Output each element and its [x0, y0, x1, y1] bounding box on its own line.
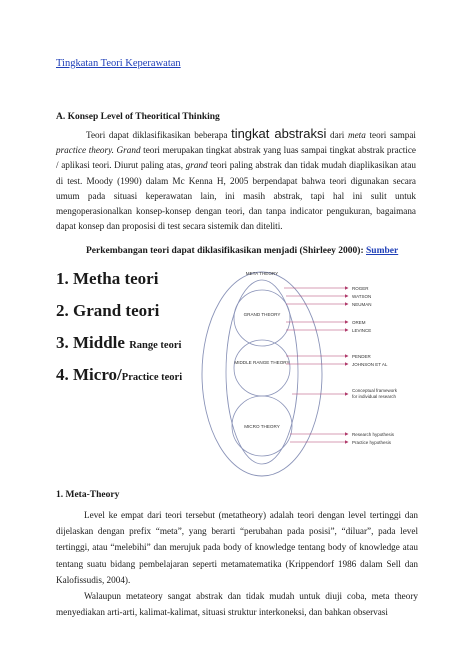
- source-link[interactable]: Sumber: [366, 246, 399, 256]
- right-label: LEVINCE: [352, 328, 372, 333]
- intro-seg1: Teori dapat diklasifikasikan beberapa: [86, 130, 232, 140]
- right-label: Practice hypothesis: [352, 440, 392, 445]
- right-label: WATSON: [352, 294, 372, 299]
- intro-seg5: teori sampai: [365, 130, 416, 140]
- meta-theory-body: [56, 507, 418, 620]
- intro-seg7: teori merupakan tingkat abstrak yang luas sampai tingkat abstrak practice / aplikasi teori. Diurut paling atas,: [56, 145, 416, 171]
- intro-seg3: dari: [326, 130, 348, 140]
- section-a-heading: A. Konsep Level of Theoritical Thinking: [56, 112, 220, 122]
- level-item-middle: [56, 328, 182, 360]
- meta-theory-paragraph-2: Walaupun metateory sangat abstrak dan tidak mudah untuk diuji coba, meta theory menyediakan arti-arti, kalimat-kalimat, situasi struktur interkoneksi, dan bahkan observasi: [56, 591, 418, 618]
- grand-theory-label: GRAND THEORY: [243, 312, 281, 317]
- right-label: for individual research: [352, 394, 397, 399]
- level-item-metha: [56, 264, 182, 296]
- middle-range-circle: [234, 340, 290, 396]
- intro-emphasis: tingkat abstraksi: [231, 126, 327, 141]
- level-main: 1. Metha teori: [56, 269, 159, 288]
- grand-theory-ellipse: [226, 280, 298, 464]
- theory-levels-diagram: [200, 268, 430, 480]
- theory-levels-list: [56, 264, 182, 392]
- intro-seg8: grand: [185, 160, 208, 171]
- meta-theory-heading: 1. Meta-Theory: [56, 490, 120, 500]
- intro-seg6: practice theory. Grand: [56, 145, 141, 156]
- level-main: 4. Micro/: [56, 365, 122, 384]
- level-item-grand: [56, 296, 182, 328]
- middle-range-label: MIDDLE RANGE THEORY: [234, 360, 290, 365]
- right-label: ROGER: [352, 286, 369, 291]
- classification-line: [86, 246, 398, 256]
- level-small: Range teori: [129, 340, 182, 351]
- right-label: JOHNSON ET AL: [352, 362, 388, 367]
- right-label: PENDER: [352, 354, 371, 359]
- right-label: Conceptual framework: [352, 388, 398, 393]
- micro-theory-label: MICRO THEORY: [244, 424, 280, 429]
- meta-theory-paragraph-1: Level ke empat dari teori tersebut (metatheory) adalah teori dengan level tertinggi dan dijelaskan dengan prefix “meta”, yang berarti “perubahan pada posisi”, “diluar”, pada level tertinggi, atau “melebihi” dan merujuk pada body of knowledge tentang body of knowledge atau tentang suatu bidang pembelajaran seperti metamatematika (Krippendorf 1986 dalam Sell dan Kalofissudis, 2004).: [56, 510, 418, 585]
- level-item-micro: [56, 360, 182, 392]
- intro-seg4: meta: [347, 130, 366, 140]
- intro-paragraph: [56, 126, 416, 234]
- intro-seg9: teori paling abstrak dan tidak mudah diaplikasikan atau di test. Moody (1990) dalam Mc Kenna H, 2005 berpendapat bahwa teori digunakan secara umum pada situasi keperawatan lain, ini masih abstrak, tapi hal ini sulit untuk mengoperasionalkan konsep-konsep dengan teori, dan tanpa indicator pengukuran, bagaimana dapat konsep dan proposisi di test secara sistemik dan diteliti.: [56, 160, 417, 232]
- meta-theory-label: META THEORY: [245, 271, 279, 276]
- level-main: 3. Middle: [56, 333, 130, 352]
- right-label: OREM: [352, 320, 366, 325]
- meta-theory-ellipse: [202, 272, 322, 476]
- right-label: Research hypothesis: [352, 432, 395, 437]
- level-small: Practice teori: [121, 372, 183, 383]
- right-label: NEUMAN: [352, 302, 372, 307]
- grand-theory-circle: [234, 290, 290, 346]
- classification-text: Perkembangan teori dapat diklasifikasikan menjadi (Shirleey 2000):: [86, 246, 366, 256]
- page-title[interactable]: Tingkatan Teori Keperawatan: [56, 58, 181, 69]
- level-main: 2. Grand teori: [56, 301, 160, 320]
